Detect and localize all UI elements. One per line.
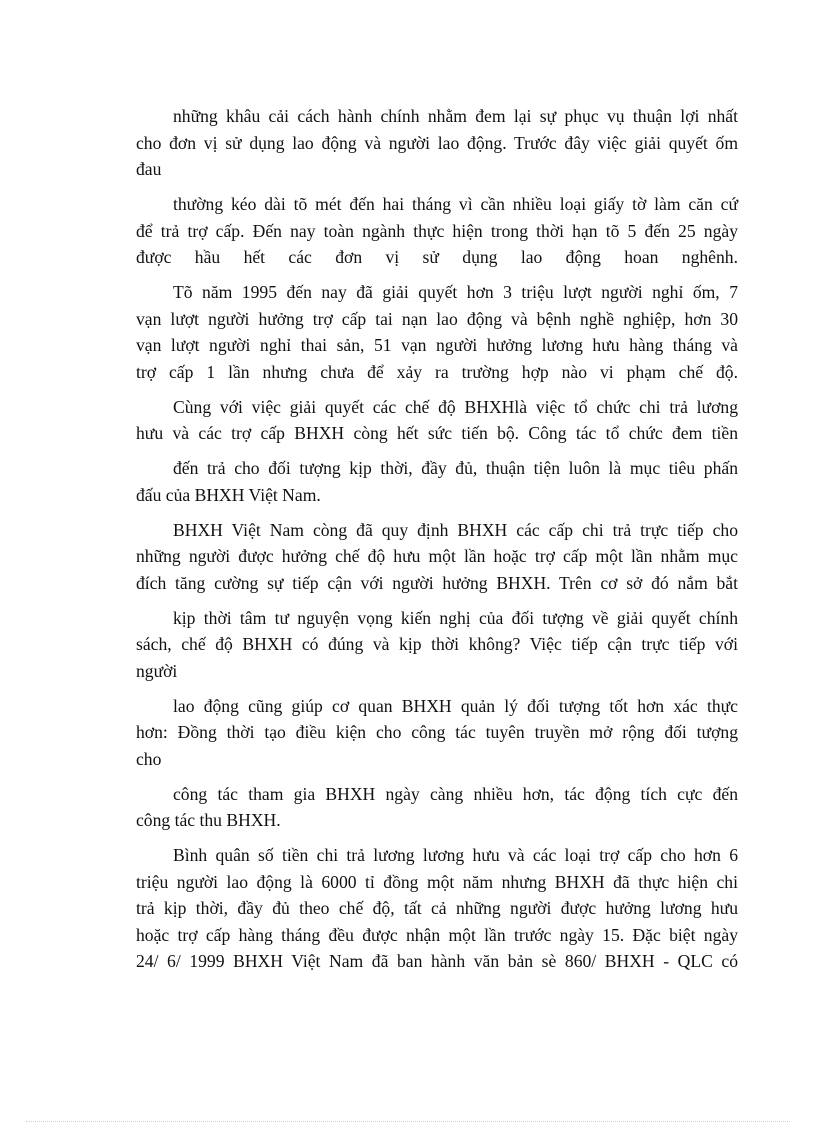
- text-line: cho đơn vị sử dụng lao động và người lao động. Trước đây việc giải quyết ốm: [136, 132, 738, 153]
- text-line: triệu người lao động là 6000 tỉ đồng một năm nhưng BHXH đã thực hiện chi: [136, 871, 738, 892]
- text-line: sách, chế độ BHXH có đúng và kịp thời không? Việc tiếp cận trực tiếp với: [136, 634, 738, 654]
- text-line: được hầu hết các đơn vị sử dụng lao động hoan nghênh.: [136, 247, 738, 267]
- text-line: vạn lượt người hưởng trợ cấp tai nạn lao động và bệnh nghề nghiệp, hơn 30: [136, 308, 738, 329]
- text-line: đến trả cho đối tượng kịp thời, đầy đủ, thuận tiện luôn là mục tiêu phấn: [173, 458, 738, 478]
- text-line: những người được hưởng chế độ hưu một lần hoặc trợ cấp một lần nhằm mục: [136, 546, 738, 566]
- text-line: trả kịp thời, đầy đủ theo chế độ, tất cả những người được hưởng lương hưu: [136, 898, 738, 918]
- text-line: BHXH Việt Nam còng đã quy định BHXH các cấp chi trả trực tiếp cho: [173, 519, 738, 540]
- text-line: đau: [136, 159, 162, 179]
- text-line: những khâu cải cách hành chính nhằm đem lại sự phục vụ thuận lợi nhất: [173, 106, 738, 126]
- text-line: đấu của BHXH Việt Nam.: [136, 484, 321, 505]
- text-line: cho: [136, 748, 162, 769]
- text-line: công tác tham gia BHXH ngày càng nhiều hơn, tác động tích cực đến: [173, 783, 738, 804]
- text-line: hưu và các trợ cấp BHXH còng hết sức tiến bộ. Công tác tổ chức đem tiền: [136, 423, 738, 443]
- text-line: hoặc trợ cấp hàng tháng đều được nhận một lần trước ngày 15. Đặc biệt ngày: [136, 924, 738, 945]
- text-line: Tõ năm 1995 đến nay đã giải quyết hơn 3 triệu lượt người nghỉ ốm, 7: [173, 282, 738, 302]
- text-line: vạn lượt người nghỉ thai sản, 51 vạn người hưởng lương hưu hàng tháng và: [136, 335, 738, 355]
- text-line: người: [136, 660, 178, 681]
- text-line: 24/ 6/ 1999 BHXH Việt Nam đã ban hành văn bản sè 860/ BHXH - QLC có: [136, 951, 738, 971]
- text-line: đích tăng cường sự tiếp cận với người hưởng BHXH. Trên cơ sở đó nắm bắt: [136, 572, 738, 593]
- text-line: Bình quân số tiền chi trả lương lương hưu và các loại trợ cấp cho hơn 6: [173, 845, 738, 865]
- text-line: hơn: Đồng thời tạo điều kiện cho công tác tuyên truyền mở rộng đối tượng: [136, 722, 738, 742]
- page-bottom-divider: [26, 1121, 790, 1122]
- text-line: lao động cũng giúp cơ quan BHXH quản lý đối tượng tốt hơn xác thực: [173, 695, 738, 716]
- text-line: Cùng với việc giải quyết các chế độ BHXHlà việc tổ chức chi trả lương: [173, 396, 738, 417]
- text-line: để trả trợ cấp. Đến nay toàn ngành thực hiện trong thời hạn tõ 5 đến 25 ngày: [136, 220, 738, 241]
- text-line: thường kéo dài tõ mét đến hai tháng vì cần nhiều loại giấy tờ làm căn cứ: [173, 194, 738, 214]
- text-line: trợ cấp 1 lần nhưng chưa để xảy ra trường hợp nào vi phạm chế độ.: [136, 361, 738, 382]
- body-text: [136, 103, 738, 975]
- text-line: kịp thời tâm tư nguyện vọng kiến nghị của đối tượng về giải quyết chính: [173, 607, 738, 628]
- text-line: công tác thu BHXH.: [136, 810, 281, 830]
